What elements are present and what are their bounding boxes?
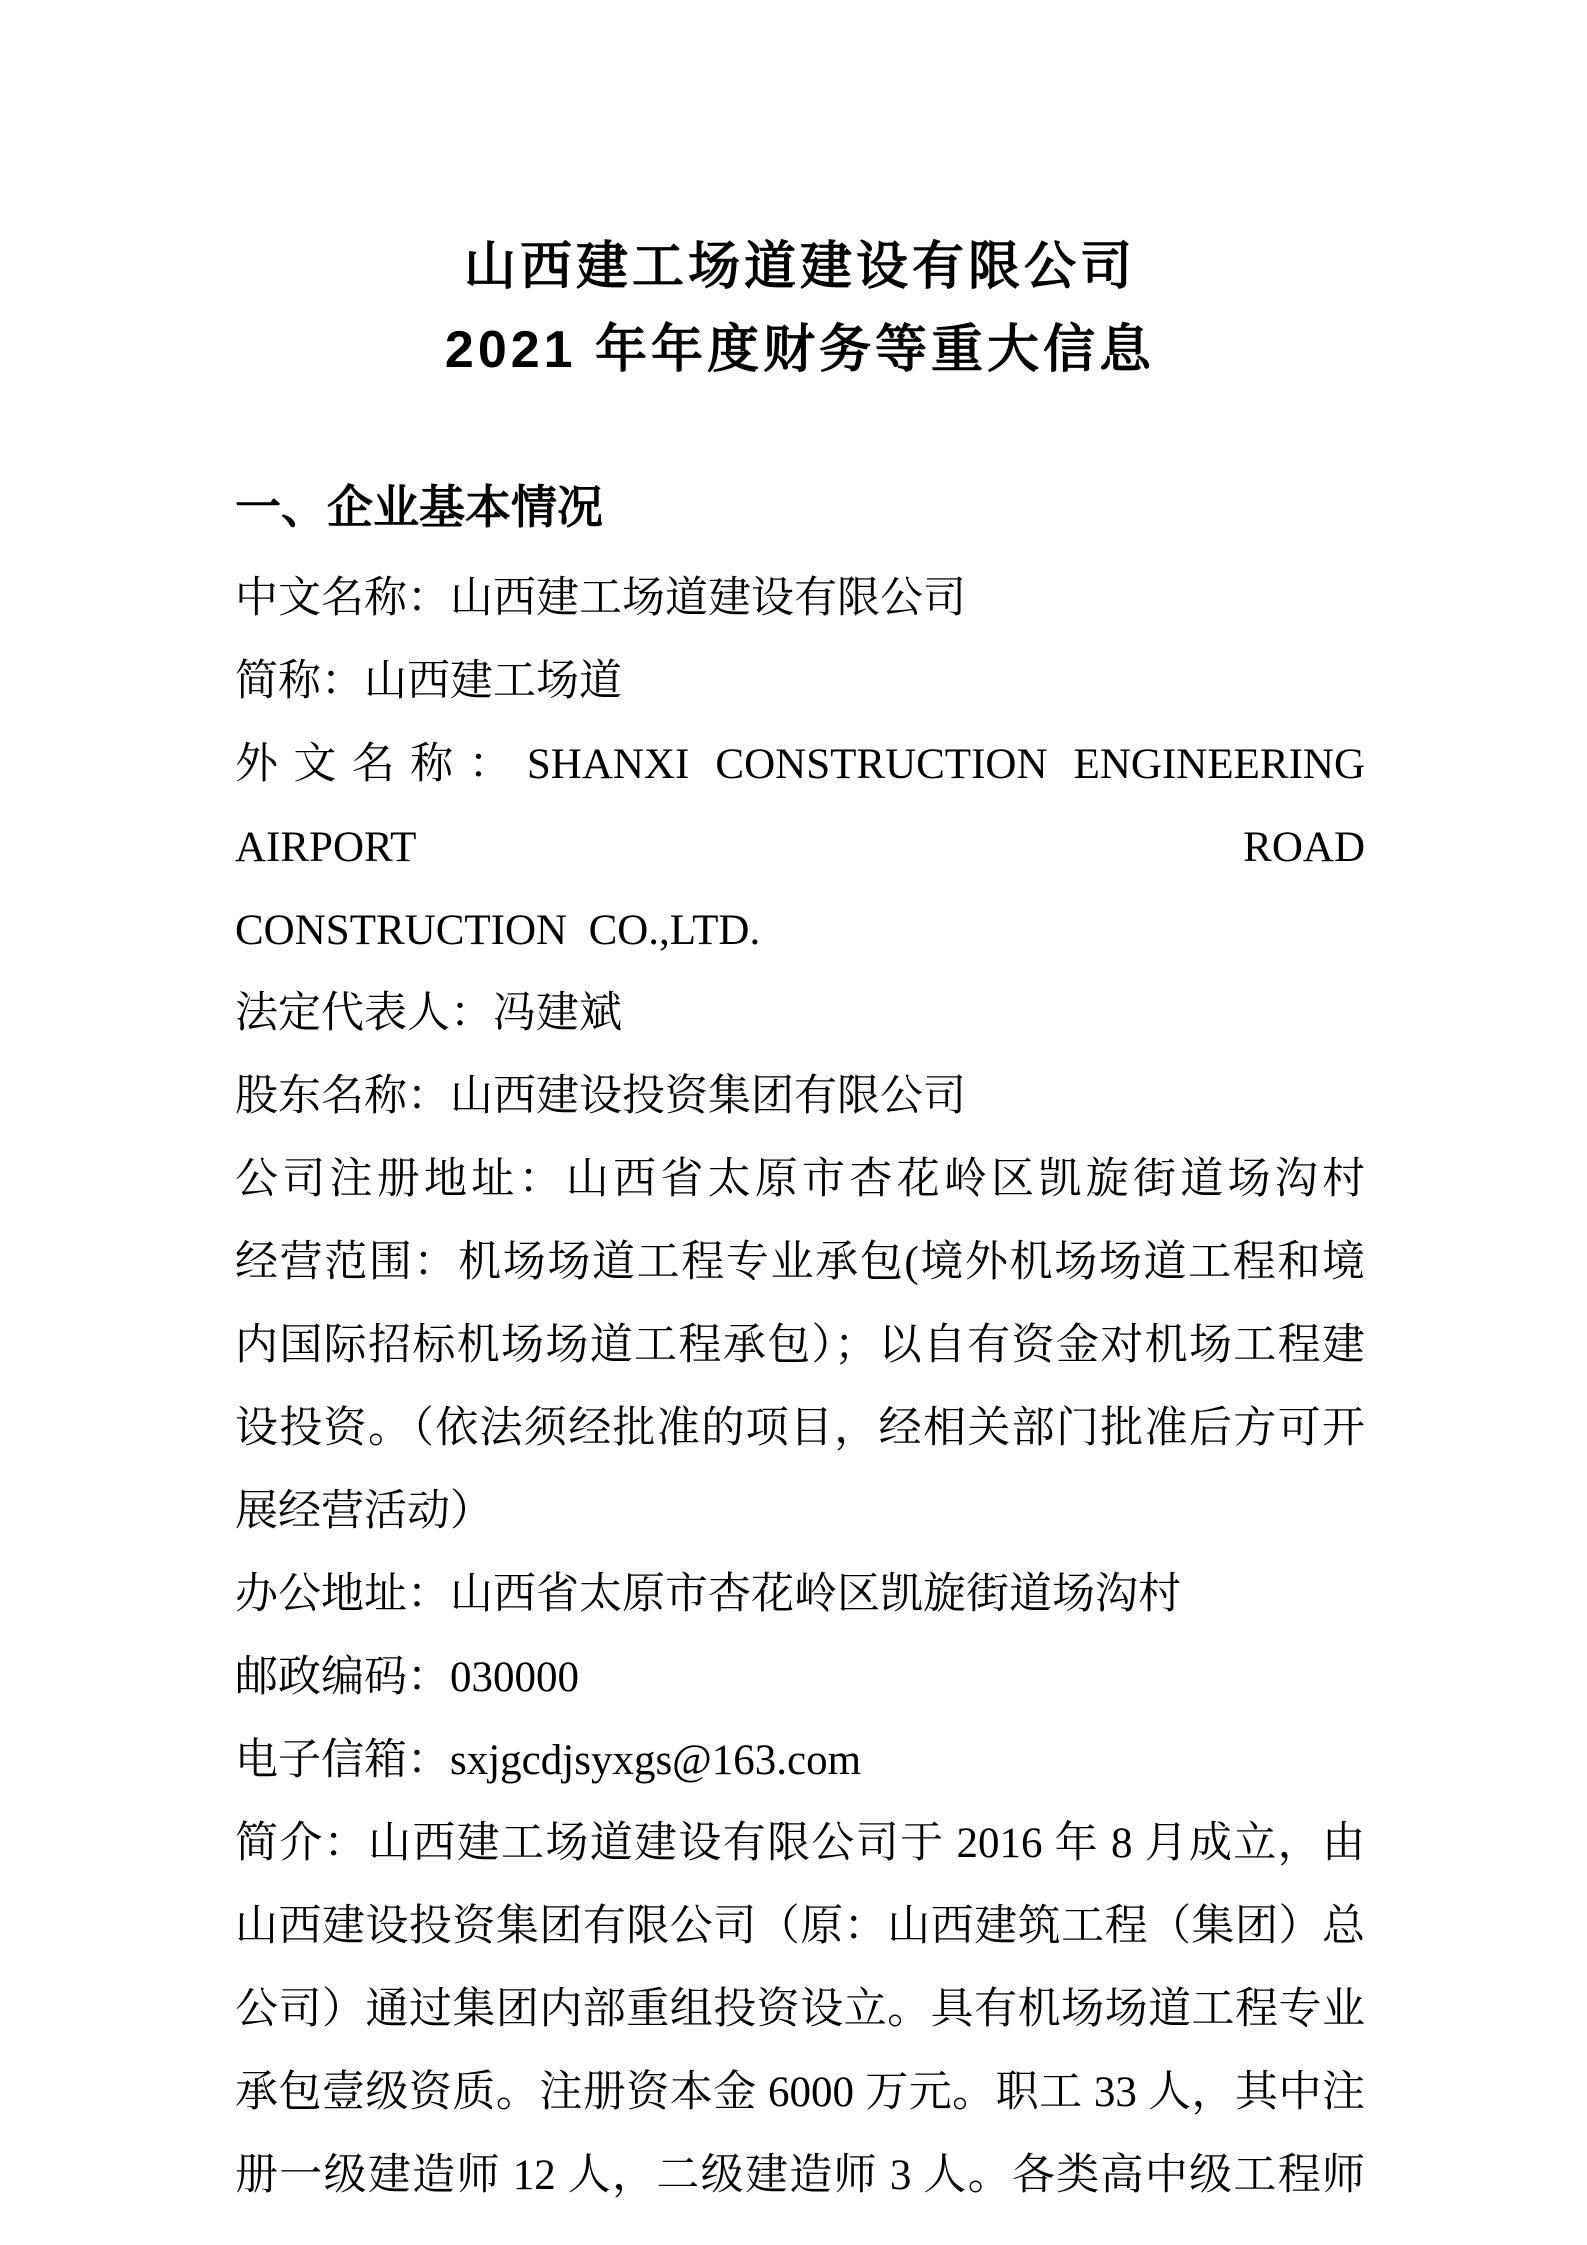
text-line: 中文名称：山西建工场道建设有限公司 [235, 575, 966, 622]
text-line: CONSTRUCTION CO.,LTD. [235, 907, 761, 954]
text-line: 经营范围：机场场道工程专业承包(境外机场场道工程和境 [235, 1239, 1365, 1286]
text-line: 法定代表人：冯建斌 [235, 990, 622, 1037]
text-line: 邮政编码：030000 [235, 1654, 579, 1701]
text-line: 承包壹级资质。注册资本金 6000 万元。职工 33 人，其中注 [235, 2069, 1365, 2116]
text-line: 册一级建造师 12 人，二级建造师 3 人。各类高中级工程师 [235, 2152, 1365, 2199]
text-line: 办公地址：山西省太原市杏花岭区凯旋街道场沟村 [235, 1571, 1181, 1618]
text-line: 内国际招标机场场道工程承包）；以自有资金对机场工程建 [235, 1322, 1365, 1369]
body-text [235, 557, 1374, 2217]
section-heading: 一、企业基本情况 [235, 481, 603, 533]
text-line: 电子信箱：sxjgcdjsyxgs@163.com [235, 1737, 862, 1784]
text-line: 简介：山西建工场道建设有限公司于 2016 年 8 月成立，由 [235, 1820, 1365, 1867]
text-line: 股东名称：山西建设投资集团有限公司 [235, 1073, 966, 1120]
text-line: 展经营活动） [235, 1488, 493, 1535]
text-line: 山西建设投资集团有限公司（原：山西建筑工程（集团）总 [235, 1903, 1365, 1950]
text-line: 公司）通过集团内部重组投资设立。具有机场场道工程专业 [235, 1986, 1365, 2033]
text-line: 简称：山西建工场道 [235, 658, 622, 705]
document-title-line1: 山西建工场道建设有限公司 [463, 238, 1136, 296]
text-line: 公司注册地址：山西省太原市杏花岭区凯旋街道场沟村 [235, 1156, 1365, 1203]
text-line: 设投资。（依法须经批准的项目，经相关部门批准后方可开 [235, 1405, 1365, 1452]
text-line: 外文名称：SHANXI CONSTRUCTION ENGINEERING AIRPORT ROAD [235, 741, 1374, 871]
document-title-line2: 2021 年年度财务等重大信息 [444, 321, 1156, 379]
